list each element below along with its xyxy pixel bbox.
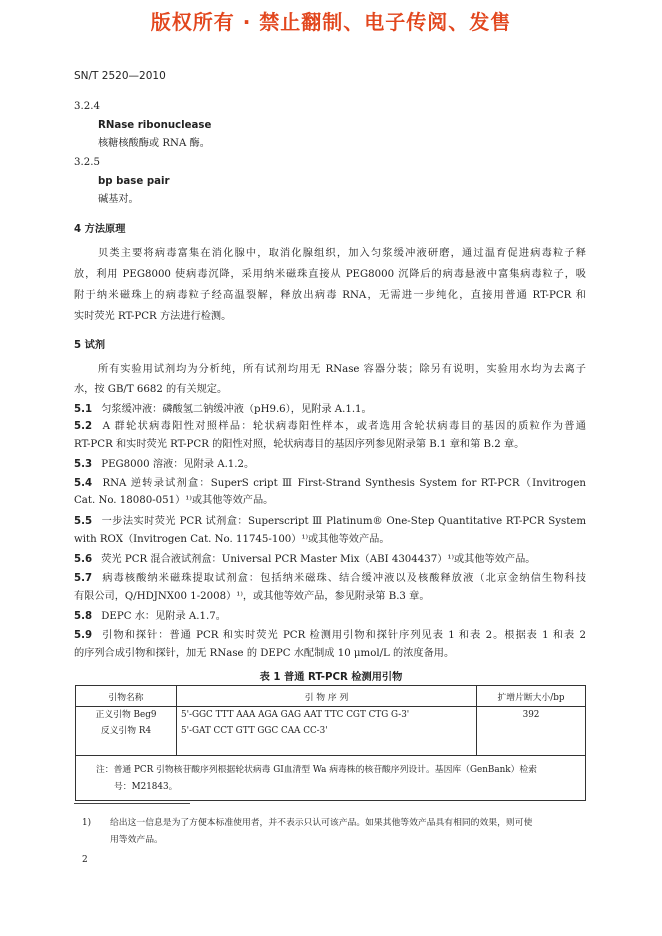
- clause-text: RNA 逆转录试剂盒：SuperS cript Ⅲ First-Strand Synthesis System for RT-PCR（Invitrogen: [102, 478, 586, 489]
- clause-number: 5.1: [74, 404, 93, 415]
- table-row: [76, 707, 586, 756]
- clause-3-2-4-number: 3.2.4: [74, 101, 100, 112]
- clause-5-2-continued: RT-PCR 和实时荧光 RT-PCR 的阳性对照，轮状病毒目的基因序列参见附录第 B.1 章和第 B.2 章。: [74, 439, 525, 450]
- clause-5-5: [74, 515, 586, 529]
- clause-text: 病毒核酸纳米磁珠提取试剂盒：包括纳米磁珠、结合缓冲液以及核酸释放液（北京金纳信生物科技: [102, 573, 586, 584]
- table-note-row: [76, 756, 586, 801]
- table-note-line: 号：M21843。: [114, 782, 178, 792]
- table-note: [76, 756, 586, 801]
- section-4-paragraph-line: 贝类主要将病毒富集在消化腺中，取消化腺组织，加入匀浆缓冲液研磨，通过温育促进病毒粒子释: [98, 248, 586, 259]
- footnote: [82, 815, 587, 849]
- clause-number: 5.8: [74, 611, 93, 622]
- section-5-intro-line: 所有实验用试剂均为分析纯，所有试剂均用无 RNase 容器分装；除另有说明，实验用水均为去离子: [98, 364, 586, 375]
- clause-5-5-continued: with ROX（Invitrogen Cat. No. 11745-100）¹⁾或其他等效产品。: [74, 534, 390, 545]
- section-4-heading: 4 方法原理: [74, 224, 126, 235]
- clause-text: PEG8000 溶液：见附录 A.1.2。: [101, 459, 255, 470]
- clause-text: 匀浆缓冲液：磷酸氢二钠缓冲液（pH9.6），见附录 A.1.1。: [101, 404, 372, 415]
- section-4-paragraph-line: 放，利用 PEG8000 使病毒沉降，采用纳米磁珠直接从 PEG8000 沉降后的病毒悬液中富集病毒粒子，吸: [74, 269, 586, 280]
- table-note-line: 注：普通 PCR 引物核苷酸序列根据轮状病毒 GⅠ血清型 Wa 病毒株的核苷酸序列设计。基因库（GenBank）检索: [96, 765, 537, 775]
- section-5-heading: 5 试剂: [74, 340, 106, 351]
- clause-number: 5.3: [74, 459, 93, 470]
- clause-5-8: [74, 610, 226, 624]
- clause-number: 5.4: [74, 478, 93, 489]
- clause-number: 5.7: [74, 573, 93, 584]
- footnote-marker: 1): [82, 818, 92, 828]
- clause-3-2-5-definition: 碱基对。: [98, 194, 139, 205]
- clause-5-4-continued: Cat. No. 18080-051）¹⁾或其他等效产品。: [74, 495, 274, 506]
- column-header-primer-name: 引物名称: [76, 686, 177, 707]
- section-5-intro-line: 水，按 GB/T 6682 的有关规定。: [74, 384, 228, 395]
- section-4-paragraph-line: 实时荧光 RT-PCR 方法进行检测。: [74, 311, 232, 322]
- section-4-paragraph-line: 附于纳米磁珠上的病毒粒子经高温裂解，释放出病毒 RNA，无需进一步纯化，直接用普通 RT-PCR 和: [74, 290, 586, 301]
- clause-3-2-5-number: 3.2.5: [74, 157, 100, 168]
- clause-5-9-continued: 的序列合成引物和探针，加无 RNase 的 DEPC 水配制成 10 μmol/L 的浓度备用。: [74, 648, 455, 659]
- footnote-divider: [74, 803, 190, 804]
- clause-number: 5.6: [74, 554, 93, 565]
- primer-sequences-cell: [177, 707, 477, 756]
- clause-3-2-4-term: RNase ribonuclease: [98, 120, 212, 131]
- primer-name: 正义引物 Beg9: [95, 710, 157, 720]
- primer-names-cell: [76, 707, 177, 756]
- clause-number: 5.9: [74, 630, 93, 641]
- clause-number: 5.5: [74, 516, 93, 527]
- page-number: 2: [82, 855, 88, 865]
- clause-text: 一步法实时荧光 PCR 试剂盒：Superscript Ⅲ Platinum® One-Step Quantitative RT-PCR System: [101, 516, 586, 527]
- clause-3-2-4-definition: 核糖核酸酶或 RNA 酶。: [98, 138, 210, 149]
- clause-text: A 群轮状病毒阳性对照样品：轮状病毒阳性样本，或者选用含轮状病毒目的基因的质粒作为普通: [102, 421, 586, 432]
- column-header-sequence: 引 物 序 列: [177, 686, 477, 707]
- primer-name: 反义引物 R4: [100, 726, 152, 736]
- table-header-row: [76, 686, 586, 707]
- clause-text: DEPC 水：见附录 A.1.7。: [101, 611, 226, 622]
- primer-sequence: 5'-GAT CCT GTT GGC CAA CC-3': [181, 726, 328, 736]
- clause-5-9: [74, 629, 586, 643]
- clause-5-4: [74, 477, 586, 491]
- watermark-banner: 版权所有 · 禁止翻制、电子传阅、发售: [150, 10, 512, 34]
- clause-5-1: [74, 403, 372, 417]
- clause-number: 5.2: [74, 421, 93, 432]
- clause-text: 荧光 PCR 混合液试剂盒：Universal PCR Master Mix（ABI 4304437）¹⁾或其他等效产品。: [101, 554, 536, 565]
- column-header-amplicon-size: 扩增片断大小/bp: [477, 686, 586, 707]
- clause-5-7-continued: 有限公司，Q/HDJNX00 1-2008）¹⁾，或其他等效产品，参见附录第 B.3 章。: [74, 591, 430, 602]
- standard-number: SN/T 2520—2010: [74, 70, 166, 82]
- clause-3-2-5-term: bp base pair: [98, 176, 170, 187]
- footnote-line: 给出这一信息是为了方便本标准使用者，并不表示只认可该产品。如果其他等效产品具有相同的效果，则可使: [110, 818, 533, 828]
- amplicon-size-cell: 392: [477, 707, 586, 756]
- footnote-line: 用等效产品。: [110, 835, 163, 845]
- primer-sequence: 5'-GGC TTT AAA AGA GAG AAT TTC CGT CTG G-3': [181, 710, 410, 720]
- clause-5-7: [74, 572, 586, 586]
- primer-table: [75, 685, 586, 801]
- clause-5-6: [74, 553, 536, 567]
- table-1-caption: 表 1 普通 RT-PCR 检测用引物: [259, 672, 403, 683]
- clause-5-2: [74, 420, 586, 434]
- clause-text: 引物和探针：普通 PCR 和实时荧光 PCR 检测用引物和探针序列见表 1 和表 2。根据表 1 和表 2: [102, 630, 586, 641]
- clause-5-3: [74, 458, 254, 472]
